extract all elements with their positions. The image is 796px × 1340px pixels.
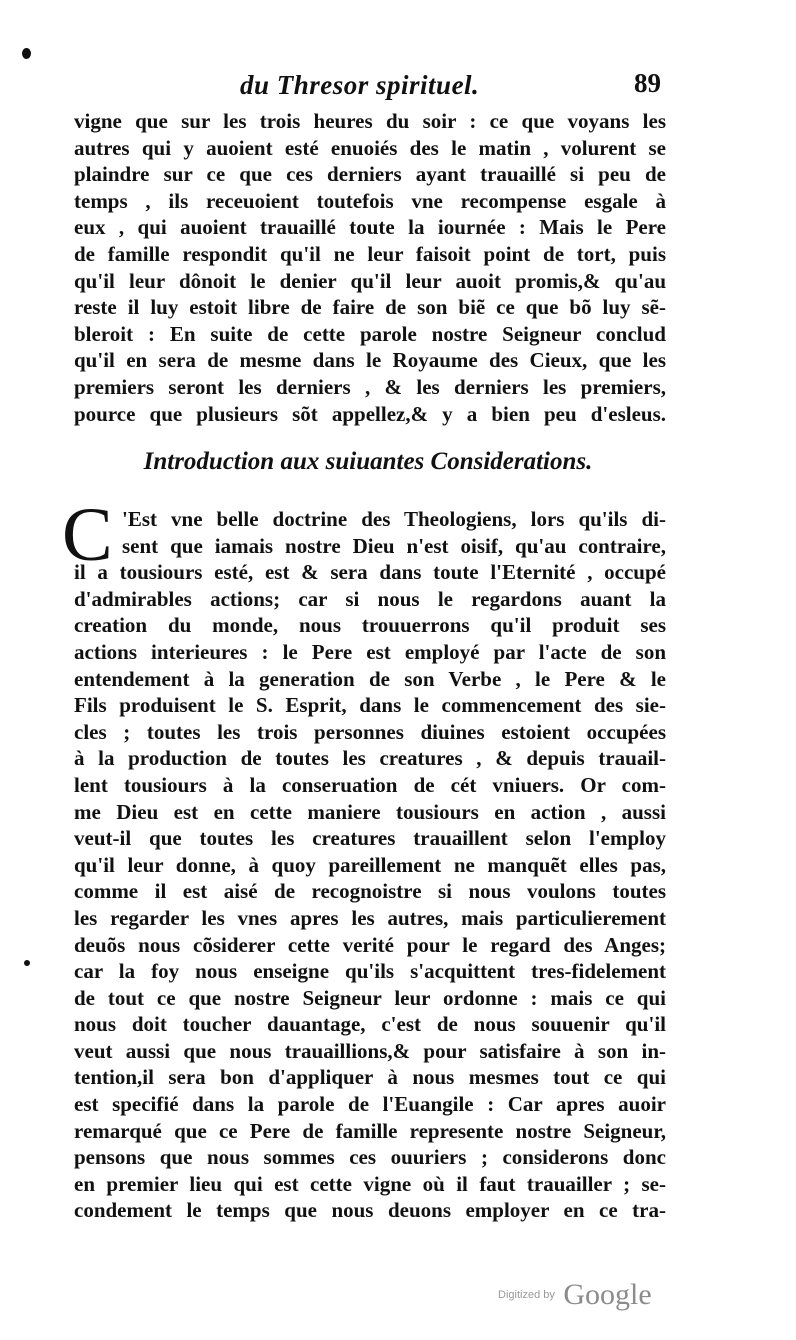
text-line: me Dieu est en cette maniere tousiours en action , aussi xyxy=(74,799,666,824)
text-line: comme il est aisé de recognoistre si nous voulons toutes xyxy=(74,879,666,904)
text-line: cles ; toutes les trois personnes diuines estoient occupées xyxy=(74,719,666,744)
text-line: deuõs nous cõsiderer cette verité pour le regard des Anges; xyxy=(74,932,666,957)
text-line: entendement à la generation de son Verbe , le Pere & le xyxy=(74,666,666,691)
text-line: vigne que sur les trois heures du soir : ce que voyans les xyxy=(74,109,666,133)
text-line: de tout ce que nostre Seigneur leur ordonne : mais ce qui xyxy=(74,985,666,1010)
text-line: 'Est vne belle doctrine des Theologiens, lors qu'ils di- xyxy=(122,507,666,531)
section-body xyxy=(74,506,666,1224)
text-line: car la foy nous enseigne qu'ils s'acquittent tres-fidelement xyxy=(74,959,666,984)
google-logo: Google xyxy=(563,1278,652,1311)
text-line: bleroit : En suite de cette parole nostre Seigneur conclud xyxy=(74,321,666,346)
text-line: temps , ils receuoient toutefois vne recompense esgale à xyxy=(74,188,666,213)
text-line: est specifié dans la parole de l'Euangile : Car apres auoir xyxy=(74,1092,666,1117)
digitized-label: Digitized by xyxy=(498,1289,555,1301)
digitized-by-google-watermark xyxy=(498,1278,652,1312)
page-number: 89 xyxy=(634,68,661,98)
text-line: pource que plusieurs sõt appellez,& y a bien peu d'esleus. xyxy=(74,401,666,426)
text-line: condement le temps que nous deuons employer en ce tra- xyxy=(74,1198,666,1223)
text-line: reste il luy estoit libre de faire de son biẽ ce que bõ luy sẽ- xyxy=(74,295,666,320)
text-line: qu'il leur dônoit le denier qu'il leur auoit promis,& qu'au xyxy=(74,268,666,293)
text-line: plaindre sur ce que ces derniers ayant trauaillé si peu de xyxy=(74,162,666,187)
text-line: à la production de toutes les creatures , & depuis trauail- xyxy=(74,746,666,771)
text-line: premiers seront les derniers , & les derniers les premiers, xyxy=(74,374,666,399)
section-heading: Introduction aux suiuantes Considerations. xyxy=(143,448,593,475)
text-line: les regarder les vnes apres les autres, mais particulierement xyxy=(74,905,666,930)
ink-spot-mark xyxy=(22,48,31,59)
text-line: tention,il sera bon d'appliquer à nous mesmes tout ce qui xyxy=(74,1065,666,1090)
text-line: remarqué que ce Pere de famille represente nostre Seigneur, xyxy=(74,1118,666,1143)
text-line: de famille respondit qu'il ne leur faisoit point de tort, puis xyxy=(74,241,666,266)
text-line: veut-il que toutes les creatures trauaillent selon l'employ xyxy=(74,826,666,851)
text-line: actions interieures : le Pere est employé par l'acte de son xyxy=(74,639,666,664)
text-line: veut aussi que nous trauaillions,& pour satisfaire à son in- xyxy=(74,1038,666,1063)
text-line: autres qui y auoient esté enuoiés des le matin , volurent se xyxy=(74,135,666,160)
text-line: lent tousiours à la conseruation de cét vniuers. Or com- xyxy=(74,772,666,797)
text-line: nous doit toucher dauantage, c'est de nous souuenir qu'il xyxy=(74,1012,666,1037)
text-line: qu'il leur donne, à quoy pareillement ne manquẽt elles pas, xyxy=(74,852,666,877)
drop-cap-initial: C xyxy=(62,493,113,577)
ink-spot-mark xyxy=(24,960,30,966)
text-line: il a tousiours esté, est & sera dans toute l'Eternité , occupé xyxy=(74,560,666,585)
text-line: creation du monde, nous trouuerrons qu'il produit ses xyxy=(74,613,666,638)
text-line: Fils produisent le S. Esprit, dans le commencement des sie- xyxy=(74,693,666,718)
text-line: eux , qui auoient trauaillé toute la iournée : Mais le Pere xyxy=(74,215,666,240)
paragraph-continued xyxy=(74,108,666,427)
text-line: d'admirables actions; car si nous le regardons auant la xyxy=(74,586,666,611)
running-header xyxy=(0,66,796,106)
text-line: en premier lieu qui est cette vigne où il faut trauailler ; se- xyxy=(74,1171,666,1196)
running-title: du Thresor spirituel. xyxy=(240,70,480,100)
text-line: qu'il en sera de mesme dans le Royaume des Cieux, que les xyxy=(74,348,666,373)
text-line: pensons que nous sommes ces ouuriers ; considerons donc xyxy=(74,1145,666,1170)
text-line: sent que iamais nostre Dieu n'est oisif, qu'au contraire, xyxy=(122,533,666,558)
